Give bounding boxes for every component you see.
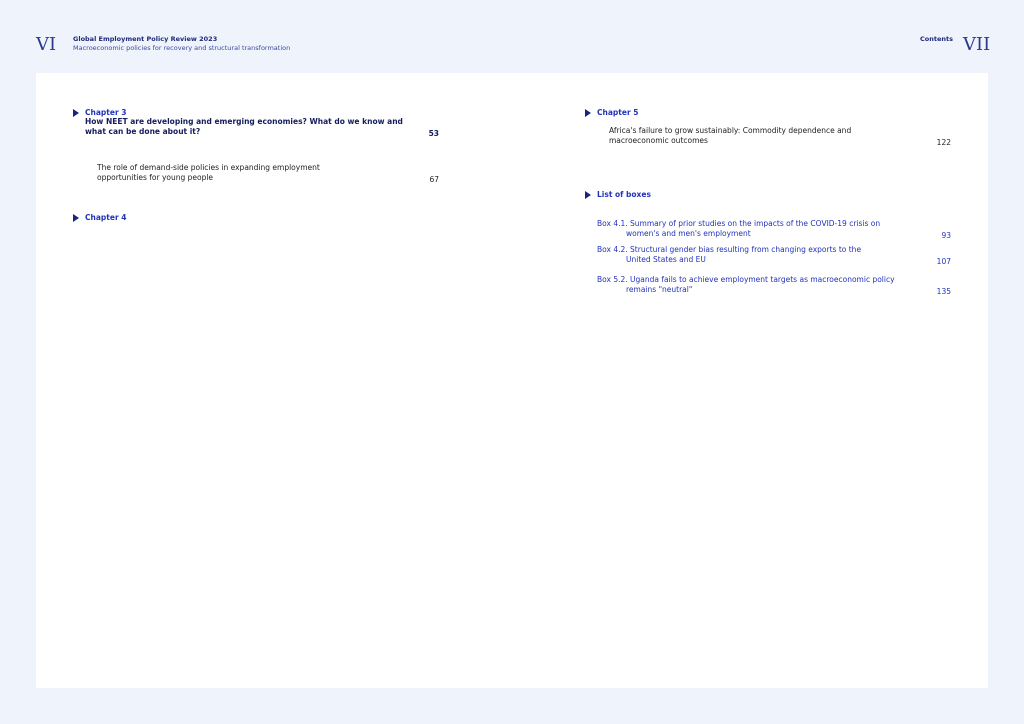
contents-label: Contents [920,35,953,43]
box-entry[interactable] [585,219,951,241]
page-number: 53 [428,129,439,138]
box-number: Box 4.2. [597,245,628,254]
page-number: 67 [429,175,439,184]
box-title-continued: United States and EU [626,255,706,264]
entry-text [597,245,921,265]
report-title: Global Employment Policy Review 2023 [73,35,218,43]
page-number: 107 [936,257,951,266]
triangle-bullet-icon [73,214,79,222]
box-entry[interactable] [585,245,951,267]
triangle-bullet-icon [73,109,79,117]
chapter-label: Chapter 4 [85,213,127,222]
chapter-3-title-row[interactable] [73,117,439,139]
entry-text [597,275,921,295]
list-of-boxes-label: List of boxes [597,190,651,199]
report-subtitle: Macroeconomic policies for recovery and structural transformation [73,44,291,52]
chapter-3-heading [73,108,439,117]
entry-text: Africa's failure to grow sustainably: Commodity dependence and macroeconomic outcomes [609,126,852,145]
entry-text [597,219,921,239]
triangle-bullet-icon [585,191,591,199]
box-title-continued: remains "neutral" [626,285,693,294]
box-title: Uganda fails to achieve employment targets as macroeconomic policy [630,275,895,284]
box-title-continued: women's and men's employment [626,229,751,238]
right-page-number: VII [963,34,991,55]
box-title: Structural gender bias resulting from changing exports to the [630,245,862,254]
toc-subentry[interactable] [585,126,951,148]
chapter-label: Chapter 5 [597,108,639,117]
box-number: Box 4.1. [597,219,628,228]
entry-text: The role of demand-side policies in expanding employment opportunities for young people [97,163,320,182]
box-number: Box 5.2. [597,275,628,284]
toc-right-column [585,108,951,305]
page-number: 135 [936,287,951,296]
page-number: 93 [941,231,951,240]
left-page-number: VI [36,34,57,55]
chapter-4-heading [73,213,439,222]
toc-subentry[interactable] [73,163,439,185]
chapter-title: How NEET are developing and emerging economies? What do we know and what can be done about it? [85,117,403,136]
box-entry[interactable] [585,275,951,297]
triangle-bullet-icon [585,109,591,117]
chapter-label: Chapter 3 [85,108,127,117]
list-of-boxes-heading [585,190,951,199]
page-number: 122 [936,138,951,147]
toc-left-column [73,108,439,254]
chapter-5-heading [585,108,951,117]
box-title: Summary of prior studies on the impacts of the COVID-19 crisis on [630,219,881,228]
